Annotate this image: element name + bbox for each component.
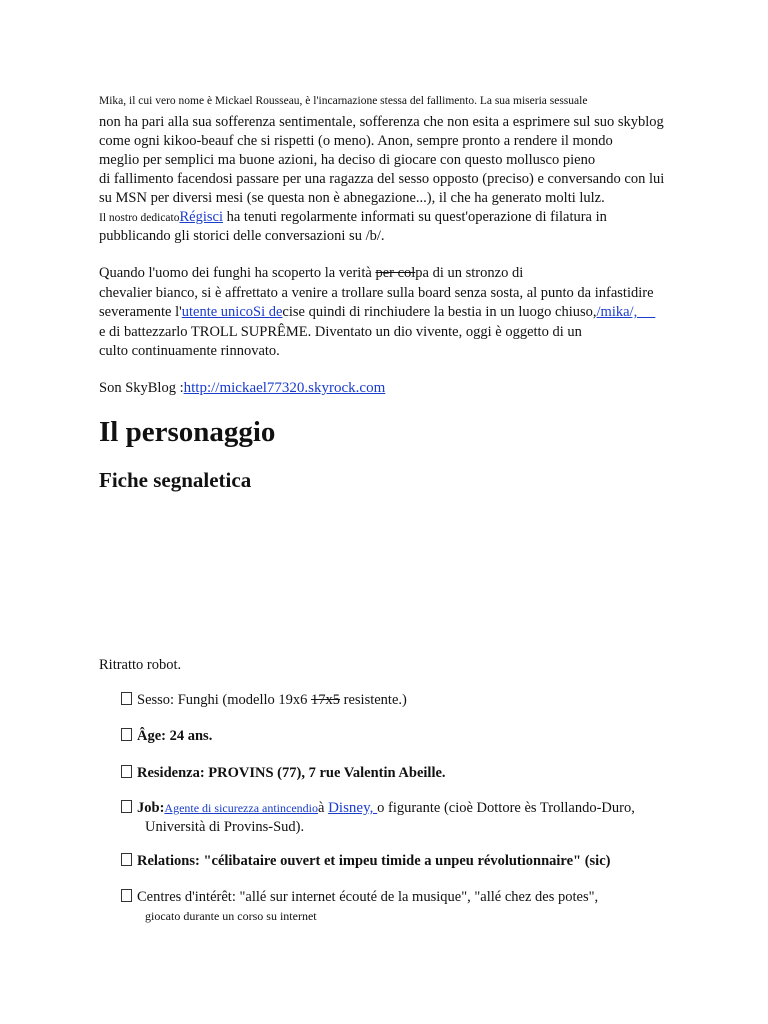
missing-glyph-icon <box>121 889 132 902</box>
para2-line-4: e di battezzarlo TROLL SUPRÊME. Diventato un dio vivente, oggi è oggetto di un <box>99 324 582 340</box>
disney-link[interactable]: Disney, <box>328 800 378 816</box>
strikethrough-text: per col <box>375 265 416 281</box>
intro-line-7 <box>99 208 607 227</box>
skyblog-line <box>99 379 385 397</box>
job-label: Job: <box>137 800 165 816</box>
intro-line-8: pubblicando gli storici delle conversazioni su /b/. <box>99 228 385 244</box>
subsection-heading: Fiche segnaletica <box>99 468 252 492</box>
intro-line-5: di fallimento facendosi passare per una ragazza del sesso opposto (preciso) e conversando con lui <box>99 171 665 187</box>
si-de-link[interactable]: Si de <box>253 304 283 320</box>
intro-line-3: come ogni kikoo-beauf che si rispetti (o meno). Anon, sempre pronto a rendere il mondo <box>99 133 613 149</box>
skyblog-link[interactable]: http://mickael77320.skyrock.com <box>183 380 386 396</box>
para2-line-1-b: pa di un stronzo di <box>415 265 524 281</box>
para2-line-1 <box>99 264 523 282</box>
fiche-item-residenza <box>121 764 446 782</box>
fiche-item-relations <box>121 852 610 870</box>
intro-line-7-rest: ha tenuti regolarmente informati su quest'operazione di filatura in <box>222 209 607 225</box>
age-text: Âge: 24 ans. <box>137 728 213 744</box>
para2-line-5: culto continuamente rinnovato. <box>99 343 280 359</box>
section-heading: Il personaggio <box>99 416 276 448</box>
fiche-item-sesso <box>121 691 407 709</box>
para2-line-2: chevalier bianco, si è affrettato a venire a trollare sulla board senza sosta, al punto da infastidire <box>99 285 654 301</box>
job-text-b: o figurante (cioè Dottore ès Trollando-Duro, <box>377 800 635 816</box>
portrait-caption: Ritratto robot. <box>99 657 182 673</box>
skyblog-label: Son SkyBlog : <box>99 380 184 396</box>
utente-unico-link[interactable]: utente unico <box>181 304 254 320</box>
intro-line-1: Mika, il cui vero nome è Mickael Rousseau, è l'incarnazione stessa del fallimento. La sua miseria sessuale <box>99 95 588 107</box>
agente-sicurezza-link[interactable]: Agente di sicurezza antincendio <box>164 801 319 815</box>
intro-line-2: non ha pari alla sua sofferenza sentimentale, sofferenza che non esita a esprimere sul suo skyblog <box>99 114 664 130</box>
missing-glyph-icon <box>121 853 132 866</box>
mika-board-link[interactable]: /mika/, <box>596 304 656 320</box>
missing-glyph-icon <box>121 765 132 778</box>
intro-line-6: su MSN per diversi mesi (se questa non è abnegazione...), il che ha generato molti lulz. <box>99 190 605 206</box>
missing-glyph-icon <box>121 692 132 705</box>
regisci-link[interactable]: Régisci <box>179 209 223 225</box>
relations-text: Relations: "célibataire ouvert et impeu timide a unpeu révolutionnaire" (sic) <box>137 853 611 869</box>
missing-glyph-icon <box>121 728 132 741</box>
sesso-text-b: resistente.) <box>340 692 407 708</box>
para2-line-3-b: cise quindi di rinchiudere la bestia in un luogo chiuso, <box>282 304 597 320</box>
job-text-a: à <box>318 800 329 816</box>
fiche-job-continuation: Università di Provins-Sud). <box>145 819 305 835</box>
para2-line-3 <box>99 303 655 321</box>
fiche-item-centres <box>121 888 598 906</box>
missing-glyph-icon <box>121 800 132 813</box>
sesso-strike: 17x5 <box>311 692 341 708</box>
intro-line-7-small: Il nostro dedicato <box>99 212 180 224</box>
fiche-centres-continuation: giocato durante un corso su internet <box>145 909 317 923</box>
residenza-text: Residenza: PROVINS (77), 7 rue Valentin Abeille. <box>137 765 446 781</box>
intro-line-4: meglio per semplici ma buone azioni, ha deciso di giocare con questo mollusco pieno <box>99 152 596 168</box>
para2-line-1-a: Quando l'uomo dei funghi ha scoperto la verità <box>99 265 376 281</box>
centres-text: Centres d'intérêt: "allé sur internet écouté de la musique", "allé chez des potes", <box>137 889 599 905</box>
sesso-text-a: Sesso: Funghi (modello 19x6 <box>137 692 312 708</box>
fiche-item-job <box>121 799 635 817</box>
para2-line-3-a: severamente l' <box>99 304 182 320</box>
fiche-item-age <box>121 727 212 745</box>
